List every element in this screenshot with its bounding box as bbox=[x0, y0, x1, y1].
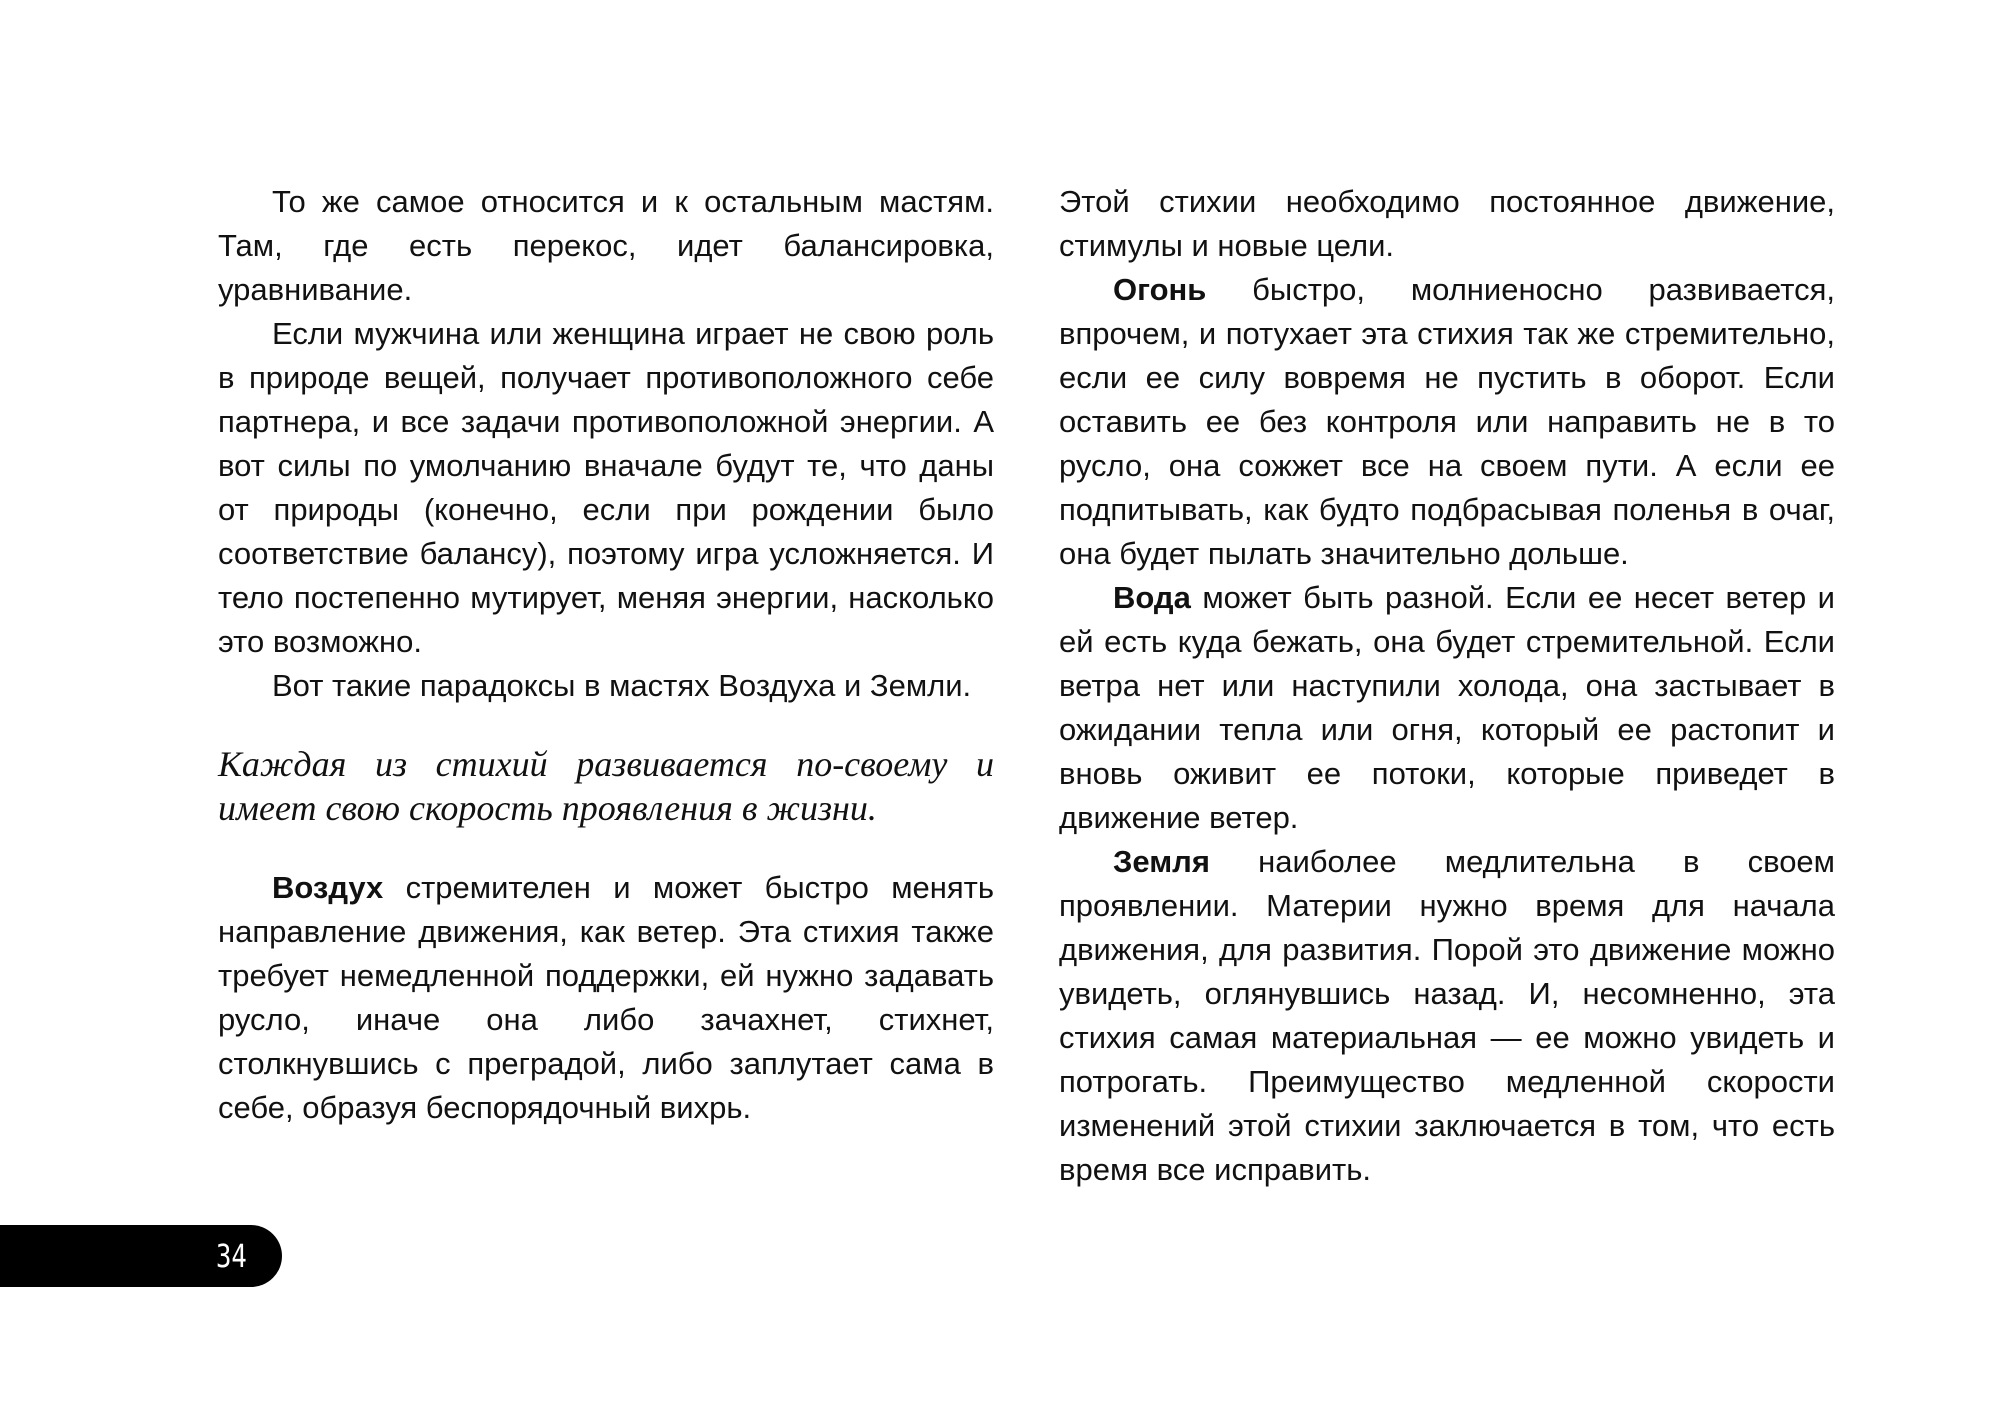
paragraph-lead: Вода bbox=[1113, 580, 1191, 615]
right-column bbox=[1059, 180, 1835, 1192]
paragraph bbox=[218, 312, 994, 664]
left-column bbox=[218, 180, 994, 1130]
paragraph-text: То же самое относится и к остальным мастям. Там, где есть перекос, идет балансировка, уравнивание. bbox=[218, 184, 994, 307]
paragraph-text: Если мужчина или женщина играет не свою роль в природе вещей, получает противоположного себе партнера, и все задачи противоположной энергии. А вот силы по умолчанию вначале будут те, что даны от природы (конечно, если при рождении было соответствие балансу), поэтому игра усложняется. И тело постепенно мутирует, меняя энергии, насколько это возможно. bbox=[218, 316, 994, 659]
paragraph-air bbox=[218, 866, 994, 1130]
paragraph bbox=[218, 664, 994, 708]
paragraph-text: быстро, молниеносно развивается, впрочем, и потухает эта стихия так же стремительно, если ее силу вовремя не пустить в оборот. Если оставить ее без контроля или направить не в то русло, она сожжет все на своем пути. А если ее подпитывать, как будто подбрасывая поленья в очаг, она будет пылать значительно дольше. bbox=[1059, 272, 1835, 571]
paragraph-continuation: Этой стихии необходимо постоянное движение, стимулы и новые цели. bbox=[1059, 184, 1835, 263]
paragraph-text: наиболее медлительна в своем проявлении. Материи нужно время для начала движения, для развития. Порой это движение можно увидеть, оглянувшись назад. И, несомненно, эта стихия самая материальная — ее можно увидеть и потрогать. Преимущество медленной скорости изменений этой стихии заключается в том, что есть время все исправить. bbox=[1059, 844, 1835, 1187]
pull-quote: Каждая из стихий развивается по-своему и имеет свою скорость проявления в жизни. bbox=[218, 744, 994, 828]
paragraph-lead: Воздух bbox=[272, 870, 384, 905]
paragraph-earth bbox=[1059, 840, 1835, 1192]
page-number: 34 bbox=[216, 1237, 247, 1275]
paragraph-text: стремителен и может быстро менять направление движения, как ветер. Эта стихия также требует немедленной поддержки, ей нужно задавать русло, иначе она либо зачахнет, стихнет, столкнувшись с преградой, либо заплутает сама в себе, образуя беспорядочный вихрь. bbox=[218, 870, 994, 1125]
paragraph-lead: Огонь bbox=[1113, 272, 1207, 307]
paragraph-fire bbox=[1059, 268, 1835, 576]
paragraph-text: Вот такие парадоксы в мастях Воздуха и Земли. bbox=[272, 668, 972, 703]
paragraph bbox=[218, 180, 994, 312]
paragraph-text: может быть разной. Если ее несет ветер и ей есть куда бежать, она будет стремительной. Если ветра нет или наступили холода, она застывает в ожидании тепла или огня, который ее растопит и вновь оживит ее потоки, которые приведет в движение ветер. bbox=[1059, 580, 1835, 835]
paragraph-lead: Земля bbox=[1113, 844, 1210, 879]
paragraph-water bbox=[1059, 576, 1835, 840]
